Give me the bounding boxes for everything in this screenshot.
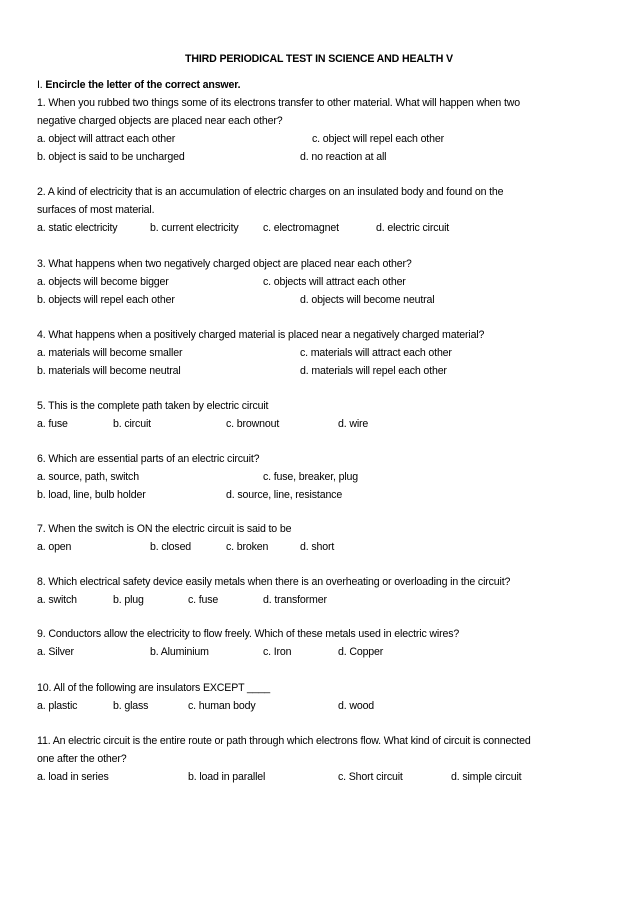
question-5-option-d[interactable]: d. wire [338,418,369,430]
question-3-options-row [37,275,607,289]
question-7-options-row [37,540,607,554]
question-7-stem-line: 7. When the switch is ON the electric circuit is said to be [37,523,292,535]
question-11-stem-line: 11. An electric circuit is the entire route or path through which electrons flow. What kind of circuit is connected [37,735,531,747]
question-2-option-a[interactable]: a. static electricity [37,222,118,234]
question-6-option-a[interactable]: a. source, path, switch [37,471,139,483]
question-1-option-a[interactable]: a. object will attract each other [37,133,176,145]
question-11-option-d[interactable]: d. simple circuit [451,771,522,783]
question-10-stem-line: 10. All of the following are insulators EXCEPT ____ [37,682,271,694]
question-1-option-d[interactable]: d. no reaction at all [300,151,387,163]
question-6-option-b[interactable]: b. load, line, bulb holder [37,489,146,501]
question-3-option-b[interactable]: b. objects will repel each other [37,294,175,306]
question-9-option-d[interactable]: d. Copper [338,646,384,658]
question-3-option-c[interactable]: c. objects will attract each other [263,276,406,288]
question-8-option-a[interactable]: a. switch [37,594,77,606]
question-5-option-b[interactable]: b. circuit [113,418,151,430]
question-8-option-b[interactable]: b. plug [113,594,144,606]
question-2-option-d[interactable]: d. electric circuit [376,222,450,234]
question-11-options-row [37,770,607,784]
question-1-stem-line: negative charged objects are placed near each other? [37,115,283,127]
question-4-option-c[interactable]: c. materials will attract each other [300,347,452,359]
question-10-options-row [37,699,607,713]
question-1-option-b[interactable]: b. object is said to be uncharged [37,151,185,163]
question-1-options-row [37,150,607,164]
question-2-stem-line: 2. A kind of electricity that is an accumulation of electric charges on an insulated body and found on the [37,186,504,198]
question-10-option-a[interactable]: a. plastic [37,700,78,712]
question-4-options-row [37,364,607,378]
question-8-stem-line: 8. Which electrical safety device easily metals when there is an overheating or overloading in the circuit? [37,576,511,588]
section-instruction [37,78,607,92]
question-6-option-c[interactable]: c. fuse, breaker, plug [263,471,359,483]
question-6-options-row [37,488,607,502]
question-2-option-b[interactable]: b. current electricity [150,222,239,234]
question-9-stem-line: 9. Conductors allow the electricity to flow freely. Which of these metals used in electric wires? [37,628,460,640]
question-8-options-row [37,593,607,607]
question-6-option-d[interactable]: d. source, line, resistance [226,489,343,501]
question-2-option-c[interactable]: c. electromagnet [263,222,339,234]
question-10-option-d[interactable]: d. wood [338,700,375,712]
question-5-stem-line: 5. This is the complete path taken by electric circuit [37,400,269,412]
page-title: THIRD PERIODICAL TEST IN SCIENCE AND HEALTH V [185,53,453,65]
question-5-option-a[interactable]: a. fuse [37,418,68,430]
question-3-options-row [37,293,607,307]
question-7-option-a[interactable]: a. open [37,541,72,553]
question-2-stem-line: surfaces of most material. [37,204,155,216]
question-9-options-row [37,645,607,659]
question-6-stem-line: 6. Which are essential parts of an electric circuit? [37,453,260,465]
question-9-option-b[interactable]: b. Aluminium [150,646,209,658]
question-4-stem-line: 4. What happens when a positively charged material is placed near a negatively charged material? [37,329,485,341]
question-9-option-a[interactable]: a. Silver [37,646,74,658]
question-1-options-row [37,132,607,146]
question-1-stem-line: 1. When you rubbed two things some of its electrons transfer to other material. What will happen when two [37,97,520,109]
question-5-option-c[interactable]: c. brownout [226,418,280,430]
question-10-option-c[interactable]: c. human body [188,700,256,712]
question-11-stem-line: one after the other? [37,753,127,765]
question-3-stem-line: 3. What happens when two negatively charged object are placed near each other? [37,258,412,270]
question-6-options-row [37,470,607,484]
question-4-option-a[interactable]: a. materials will become smaller [37,347,183,359]
question-3-option-d[interactable]: d. objects will become neutral [300,294,435,306]
question-7-option-d[interactable]: d. short [300,541,335,553]
question-1-option-c[interactable]: c. object will repel each other [312,133,444,145]
question-3-option-a[interactable]: a. objects will become bigger [37,276,169,288]
question-8-option-d[interactable]: d. transformer [263,594,327,606]
question-4-options-row [37,346,607,360]
question-5-options-row [37,417,607,431]
question-2-options-row [37,221,607,235]
question-8-option-c[interactable]: c. fuse [188,594,219,606]
question-11-option-a[interactable]: a. load in series [37,771,109,783]
section-instruction-text: Encircle the letter of the correct answer. [45,79,241,91]
question-7-option-c[interactable]: c. broken [226,541,269,553]
section-number: I. [37,79,46,91]
question-7-option-b[interactable]: b. closed [150,541,192,553]
question-11-option-c[interactable]: c. Short circuit [338,771,403,783]
question-4-option-d[interactable]: d. materials will repel each other [300,365,447,377]
question-9-option-c[interactable]: c. Iron [263,646,292,658]
question-11-option-b[interactable]: b. load in parallel [188,771,266,783]
question-10-option-b[interactable]: b. glass [113,700,149,712]
question-4-option-b[interactable]: b. materials will become neutral [37,365,181,377]
